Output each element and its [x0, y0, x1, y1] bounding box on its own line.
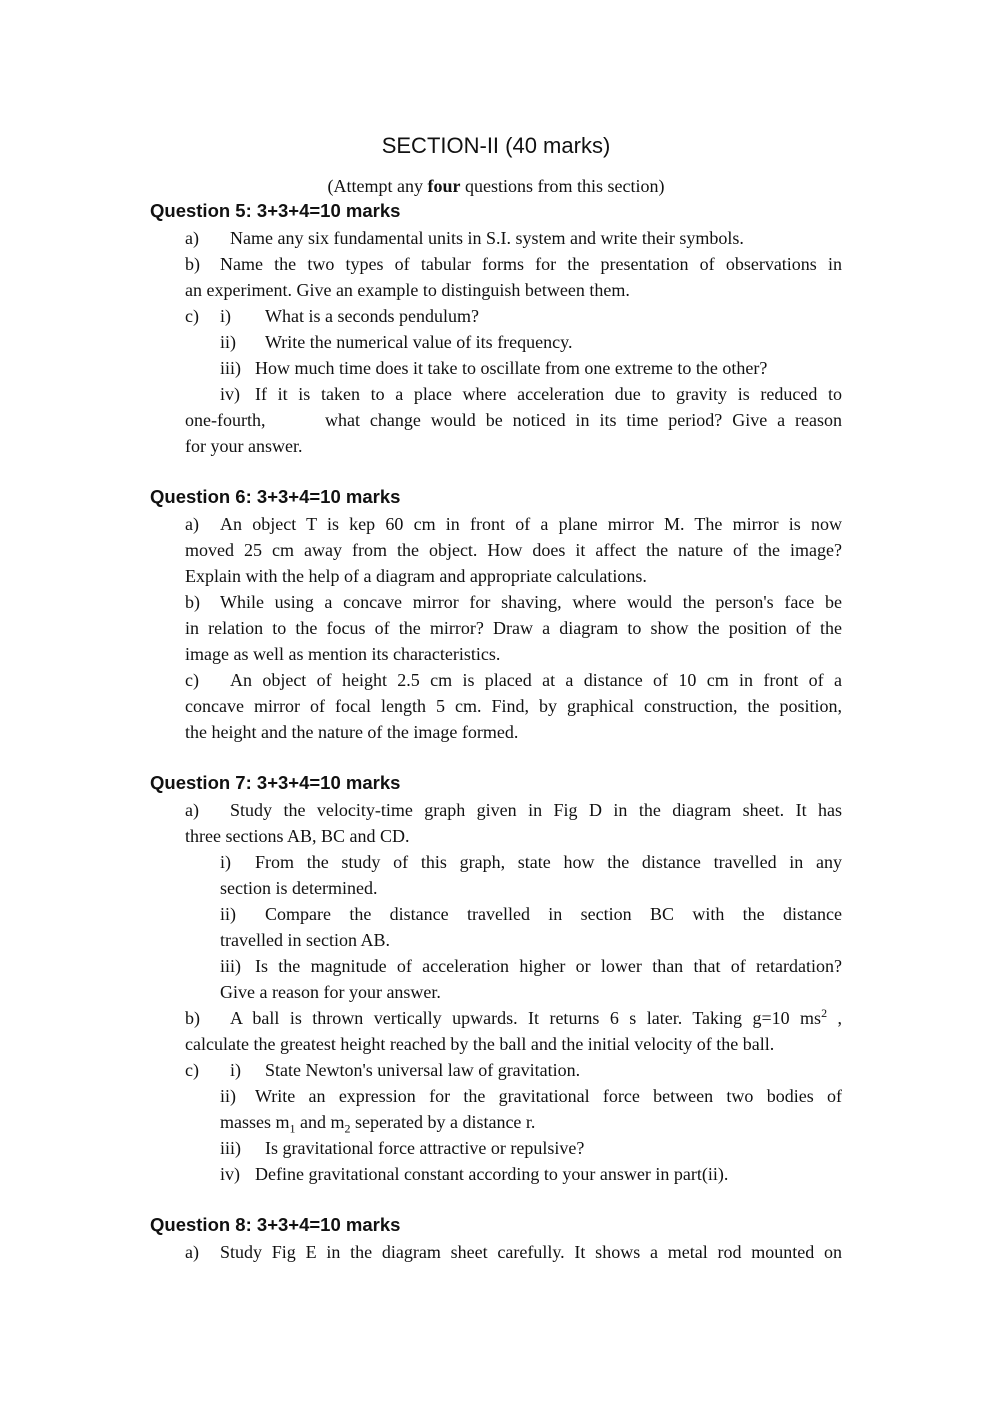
q5-c-ii-label: ii) [220, 332, 236, 352]
q7-c-label: c) [185, 1060, 199, 1080]
q7-c-iv-label: iv) [220, 1164, 240, 1184]
instruction-pre: (Attempt any [327, 176, 423, 196]
q7-b-superscript: 2 [821, 1006, 828, 1020]
q5-c-label: c) [185, 306, 199, 326]
q8-a-label: a) [185, 1242, 199, 1262]
q5-c-iv-label: iv) [220, 384, 240, 404]
q7-a-line2: three sections AB, BC and CD. [185, 826, 410, 846]
q5-c-iv-line3: for your answer. [185, 436, 303, 456]
q6-b-line1: b) While using a concave mirror for shaving, where would the person's face be [185, 589, 842, 615]
q6-c-line1: c) An object of height 2.5 cm is placed at a distance of 10 cm in front of a [185, 667, 842, 693]
q7-b-label: b) [185, 1008, 200, 1028]
q5-b-line1: b) Name the two types of tabular forms for the presentation of observations in [185, 251, 842, 277]
section-title: SECTION-II (40 marks) [381, 133, 611, 158]
q7-a-iii-line2: Give a reason for your answer. [220, 982, 441, 1002]
q7-c-ii-label: ii) [220, 1086, 236, 1106]
q5-c-iv-line1: iv) If it is taken to a place where acceleration due to gravity is reduced to [220, 381, 842, 407]
q5-c-i-label: i) [220, 306, 231, 326]
q6-c-line3: the height and the nature of the image formed. [185, 722, 519, 742]
q5-c-iv-line2a: one-fourth, [185, 410, 266, 430]
q7-a-i-line1: i) From the study of this graph, state how the distance travelled in any [220, 849, 842, 875]
q6-c-line2: concave mirror of focal length 5 cm. Find, by graphical construction, the position, [185, 696, 842, 716]
q6-a-line1: a) An object T is kep 60 cm in front of a plane mirror M. The mirror is now [185, 511, 842, 537]
instruction-post: questions from this section) [465, 176, 665, 196]
q7-c-ii-line1: ii) Write an expression for the gravitational force between two bodies of [220, 1083, 842, 1109]
question-8-heading: Question 8: 3+3+4=10 marks [150, 1214, 401, 1235]
q7-a-i-label: i) [220, 852, 231, 872]
q6-a-line2: moved 25 cm away from the object. How does it affect the nature of the image? [185, 540, 842, 560]
q7-a-iii-label: iii) [220, 956, 241, 976]
q7-a-i-line2: section is determined. [220, 878, 378, 898]
q5-b-line2: an experiment. Give an example to distinguish between them. [185, 280, 630, 300]
q7-a-iii-line1: iii) Is the magnitude of acceleration higher or lower than that of retardation? [220, 953, 842, 979]
q8-a-line1: a) Study Fig E in the diagram sheet carefully. It shows a metal rod mounted on [185, 1239, 842, 1265]
q6-a-label: a) [185, 514, 199, 534]
section-instruction [0, 173, 992, 199]
question-6-heading: Question 6: 3+3+4=10 marks [150, 486, 401, 507]
q5-a-text: Name any six fundamental units in S.I. system and write their symbols. [230, 228, 744, 248]
q7-a-label: a) [185, 800, 199, 820]
q7-b-line2: calculate the greatest height reached by the ball and the initial velocity of the ball. [185, 1034, 775, 1054]
q6-b-label: b) [185, 592, 200, 612]
q7-a-line1: a) Study the velocity-time graph given in Fig D in the diagram sheet. It has [185, 797, 842, 823]
q7-c-iii-label: iii) [220, 1138, 241, 1158]
q7-c-i: c) i) State Newton's universal law of gravitation. [185, 1057, 580, 1083]
q5-c-iii-label: iii) [220, 358, 241, 378]
q7-subscript-2: 2 [344, 1121, 351, 1136]
q5-c-iii: iii) How much time does it take to oscillate from one extreme to the other? [220, 355, 767, 381]
q6-a-line3: Explain with the help of a diagram and appropriate calculations. [185, 566, 647, 586]
q7-a-ii-line1: ii) Compare the distance travelled in section BC with the distance [220, 901, 842, 927]
q7-c-ii-line2: masses $m_1$ and $m_2$ seperated by a distance r. [220, 1112, 536, 1136]
q5-b-label: b) [185, 254, 200, 274]
q7-c-i-label: i) [230, 1060, 241, 1080]
q5-c-iv-line2b: what change would be noticed in its time period? Give a reason [325, 410, 842, 430]
instruction-bold: four [427, 176, 461, 196]
q7-a-ii-line2: travelled in section AB. [220, 930, 390, 950]
question-7-heading: Question 7: 3+3+4=10 marks [150, 772, 401, 793]
question-5-heading: Question 5: 3+3+4=10 marks [150, 200, 401, 221]
q7-c-iv: iv) Define gravitational constant according to your answer in part(ii). [220, 1161, 728, 1187]
q6-c-label: c) [185, 670, 199, 690]
q7-b-line1: b) A ball is thrown vertically upwards. It returns 6 s later. Taking g=10 $ms^2$ , [185, 1005, 842, 1031]
q5-a [185, 225, 744, 251]
q5-c-i: c) i) What is a seconds pendulum? [185, 303, 479, 329]
q7-c-iii: iii) Is gravitational force attractive or repulsive? [220, 1135, 584, 1161]
q5-c-ii: ii) Write the numerical value of its frequency. [220, 329, 572, 355]
q7-subscript-1: 1 [289, 1121, 296, 1136]
q6-b-line3: image as well as mention its characteristics. [185, 644, 501, 664]
q6-b-line2: in relation to the focus of the mirror? Draw a diagram to show the position of the [185, 618, 842, 638]
q7-a-ii-label: ii) [220, 904, 236, 924]
q5-a-label: a) [185, 228, 199, 248]
